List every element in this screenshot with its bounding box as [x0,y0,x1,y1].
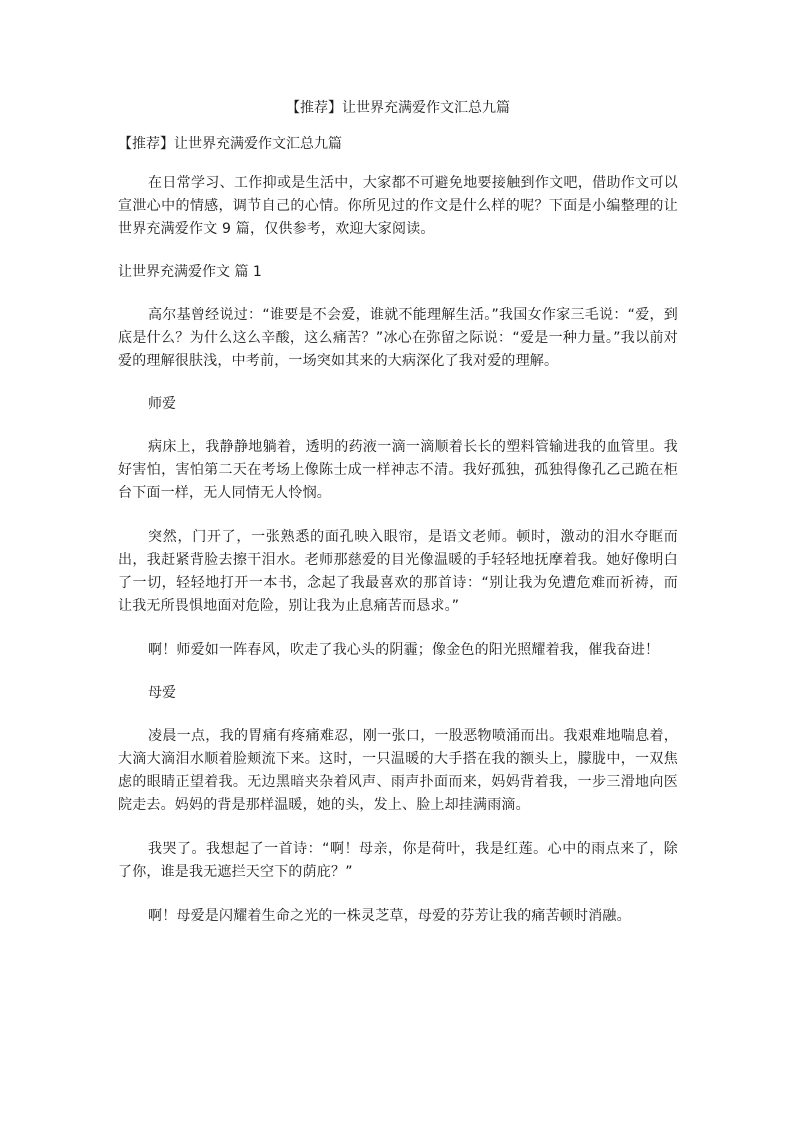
paragraph-3: 突然，门开了，一张熟悉的面孔映入眼帘，是语文老师。顿时，激动的泪水夺眶而出，我赶紧背脸去擦干泪水。老师那慈爱的目光像温暖的手轻轻地抚摩着我。她好像明白了一切，轻轻地打开一本书，念起了我最喜欢的那首诗：“别让我为免遭危难而祈祷，而让我无所畏惧地面对危险，别让我为止息痛苦而恳求。” [118,529,678,614]
paragraph-1: 高尔基曾经说过：“谁要是不会爱，谁就不能理解生活。”我国女作家三毛说：“爱，到底是什么？为什么这么辛酸，这么痛苦？”冰心在弥留之际说：“爱是一种力量。”我以前对爱的理解很肤浅，中考前，一场突如其来的大病深化了我对爱的理解。 [118,307,678,369]
paragraph-5: 凌晨一点，我的胃痛有疼痛难忍，刚一张口，一股恶物喷涌而出。我艰难地喘息着，大滴大滴泪水顺着脸颊流下来。这时，一只温暖的大手搭在我的额头上，朦胧中，一双焦虑的眼睛正望着我。无边黑暗夹杂着风声、雨声扑面而来，妈妈背着我，一步三滑地向医院走去。妈妈的背是那样温暖，她的头，发上、脸上却挂满雨滴。 [118,728,678,813]
paragraph-7: 啊！母爱是闪耀着生命之光的一株灵芝草，母爱的芬芳让我的痛苦顿时消融。 [148,908,631,924]
paragraph-2: 病床上，我静静地躺着，透明的药液一滴一滴顺着长长的塑料管输进我的血管里。我好害怕，害怕第二天在考场上像陈士成一样神志不清。我好孤独，孤独得像孔乙己跪在柜台下面一样，无人同情无人怜悯。 [118,439,678,501]
heading-teacher-love: 师爱 [148,396,176,412]
paragraph-6: 我哭了。我想起了一首诗：“啊！母亲，你是荷叶，我是红莲。心中的雨点来了，除了你，谁是我无遮拦天空下的荫庇？” [118,841,678,880]
document-title: 【推荐】让世界充满爱作文汇总九篇 [286,100,510,116]
heading-mother-love: 母爱 [148,685,176,701]
section-heading: 让世界充满爱作文 篇 1 [118,264,262,280]
intro-paragraph: 在日常学习、工作抑或是生活中，大家都不可避免地要接触到作文吧，借助作文可以宣泄心中的情感，调节自己的心情。你所见过的作文是什么样的呢？下面是小编整理的让世界充满爱作文 9 篇，仅供参考，欢迎大家阅读。 [118,175,678,237]
paragraph-4: 啊！师爱如一阵春风，吹走了我心头的阴霾；像金色的阳光照耀着我，催我奋进！ [148,642,660,658]
document-subtitle: 【推荐】让世界充满爱作文汇总九篇 [118,136,342,152]
document-page [118,98,678,949]
